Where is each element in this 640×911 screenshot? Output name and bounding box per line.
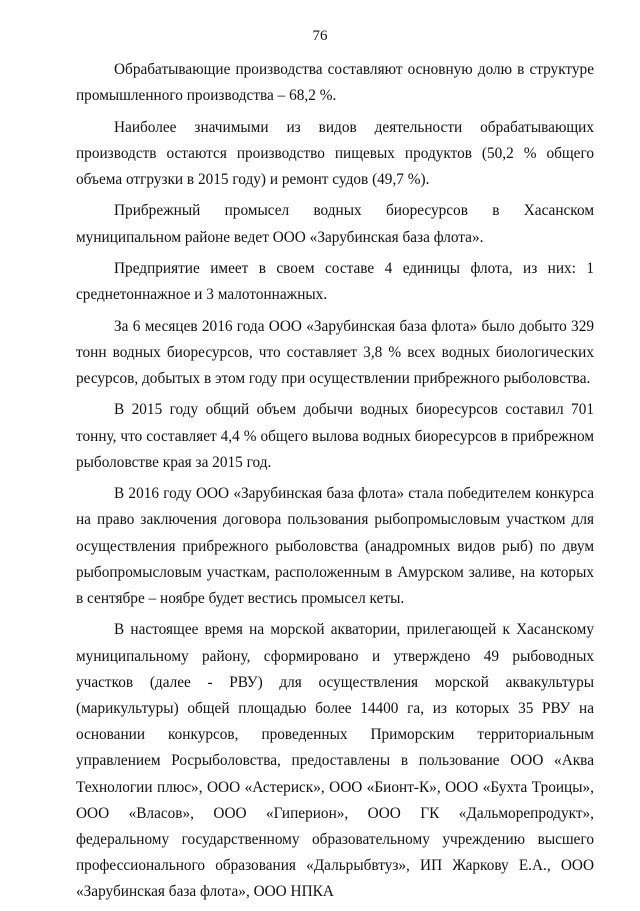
- paragraph-tender-win: В 2016 году ООО «Зарубинская база флота» стала победителем конкурса на право заключения договора пользования рыбопромысловым участком для осуществления прибрежного рыболовства (анадромных видов рыб) по двум рыбопромысловым участкам, расположенным в Амурском заливе, на которых в сентябре – ноябре будет вестись промысел кеты.: [76, 485, 594, 607]
- paragraph-aquaculture-sites: В настоящее время на морской акватории, прилегающей к Хасанскому муниципальному району, сформировано и утверждено 49 рыбоводных участков (далее - РВУ) для осуществления морской аквакультуры (марикультуры) общей площадью более 14400 га, из которых 35 РВУ на основании конкурсов, проведенных Приморским территориальным управлением Росрыболовства, предоставлены в пользование ООО «Аква Технологии плюс», ООО «Астериск», ООО «Бионт-К», ООО «Бухта Троицы», ООО «Власов», ООО «Гиперион», ООО ГК «Дальморепродукт», федеральному государственному образовательному учреждению высшего профессионального образования «Дальрыбвтуз», ИП Жаркову Е.А., ООО «Зарубинская база флота», ООО НПКА: [76, 621, 594, 901]
- document-body: [76, 57, 594, 911]
- paragraph-coastal-fishing: Прибрежный промысел водных биоресурсов в Хасанском муниципальном районе ведет ООО «Зарубинская база флота».: [76, 202, 594, 246]
- page-number: 76: [312, 28, 328, 44]
- paragraph-catch-2016: За 6 месяцев 2016 года ООО «Зарубинская база флота» было добыто 329 тонн водных биоресурсов, что составляет 3,8 % всех водных биологических ресурсов, добытых в этом году при осуществлении прибрежного рыболовства.: [76, 317, 594, 387]
- paragraph-catch-2015: В 2015 году общий объем добычи водных биоресурсов составил 701 тонну, что составляет 4,4 % общего вылова водных биоресурсов в прибрежном рыболовстве края за 2015 год.: [76, 401, 594, 471]
- paragraph-fleet-composition: Предприятие имеет в своем составе 4 единицы флота, из них: 1 среднетоннажное и 3 малотоннажных.: [76, 259, 594, 304]
- paragraph-main-activities: Наиболее значимыми из видов деятельности обрабатывающих производств остаются производство пищевых продуктов (50,2 % общего объема отгрузки в 2015 году) и ремонт судов (49,7 %).: [76, 118, 594, 188]
- paragraph-manufacturing-share: Обрабатывающие производства составляют основную долю в структуре промышленного производства – 68,2 %.: [76, 61, 594, 105]
